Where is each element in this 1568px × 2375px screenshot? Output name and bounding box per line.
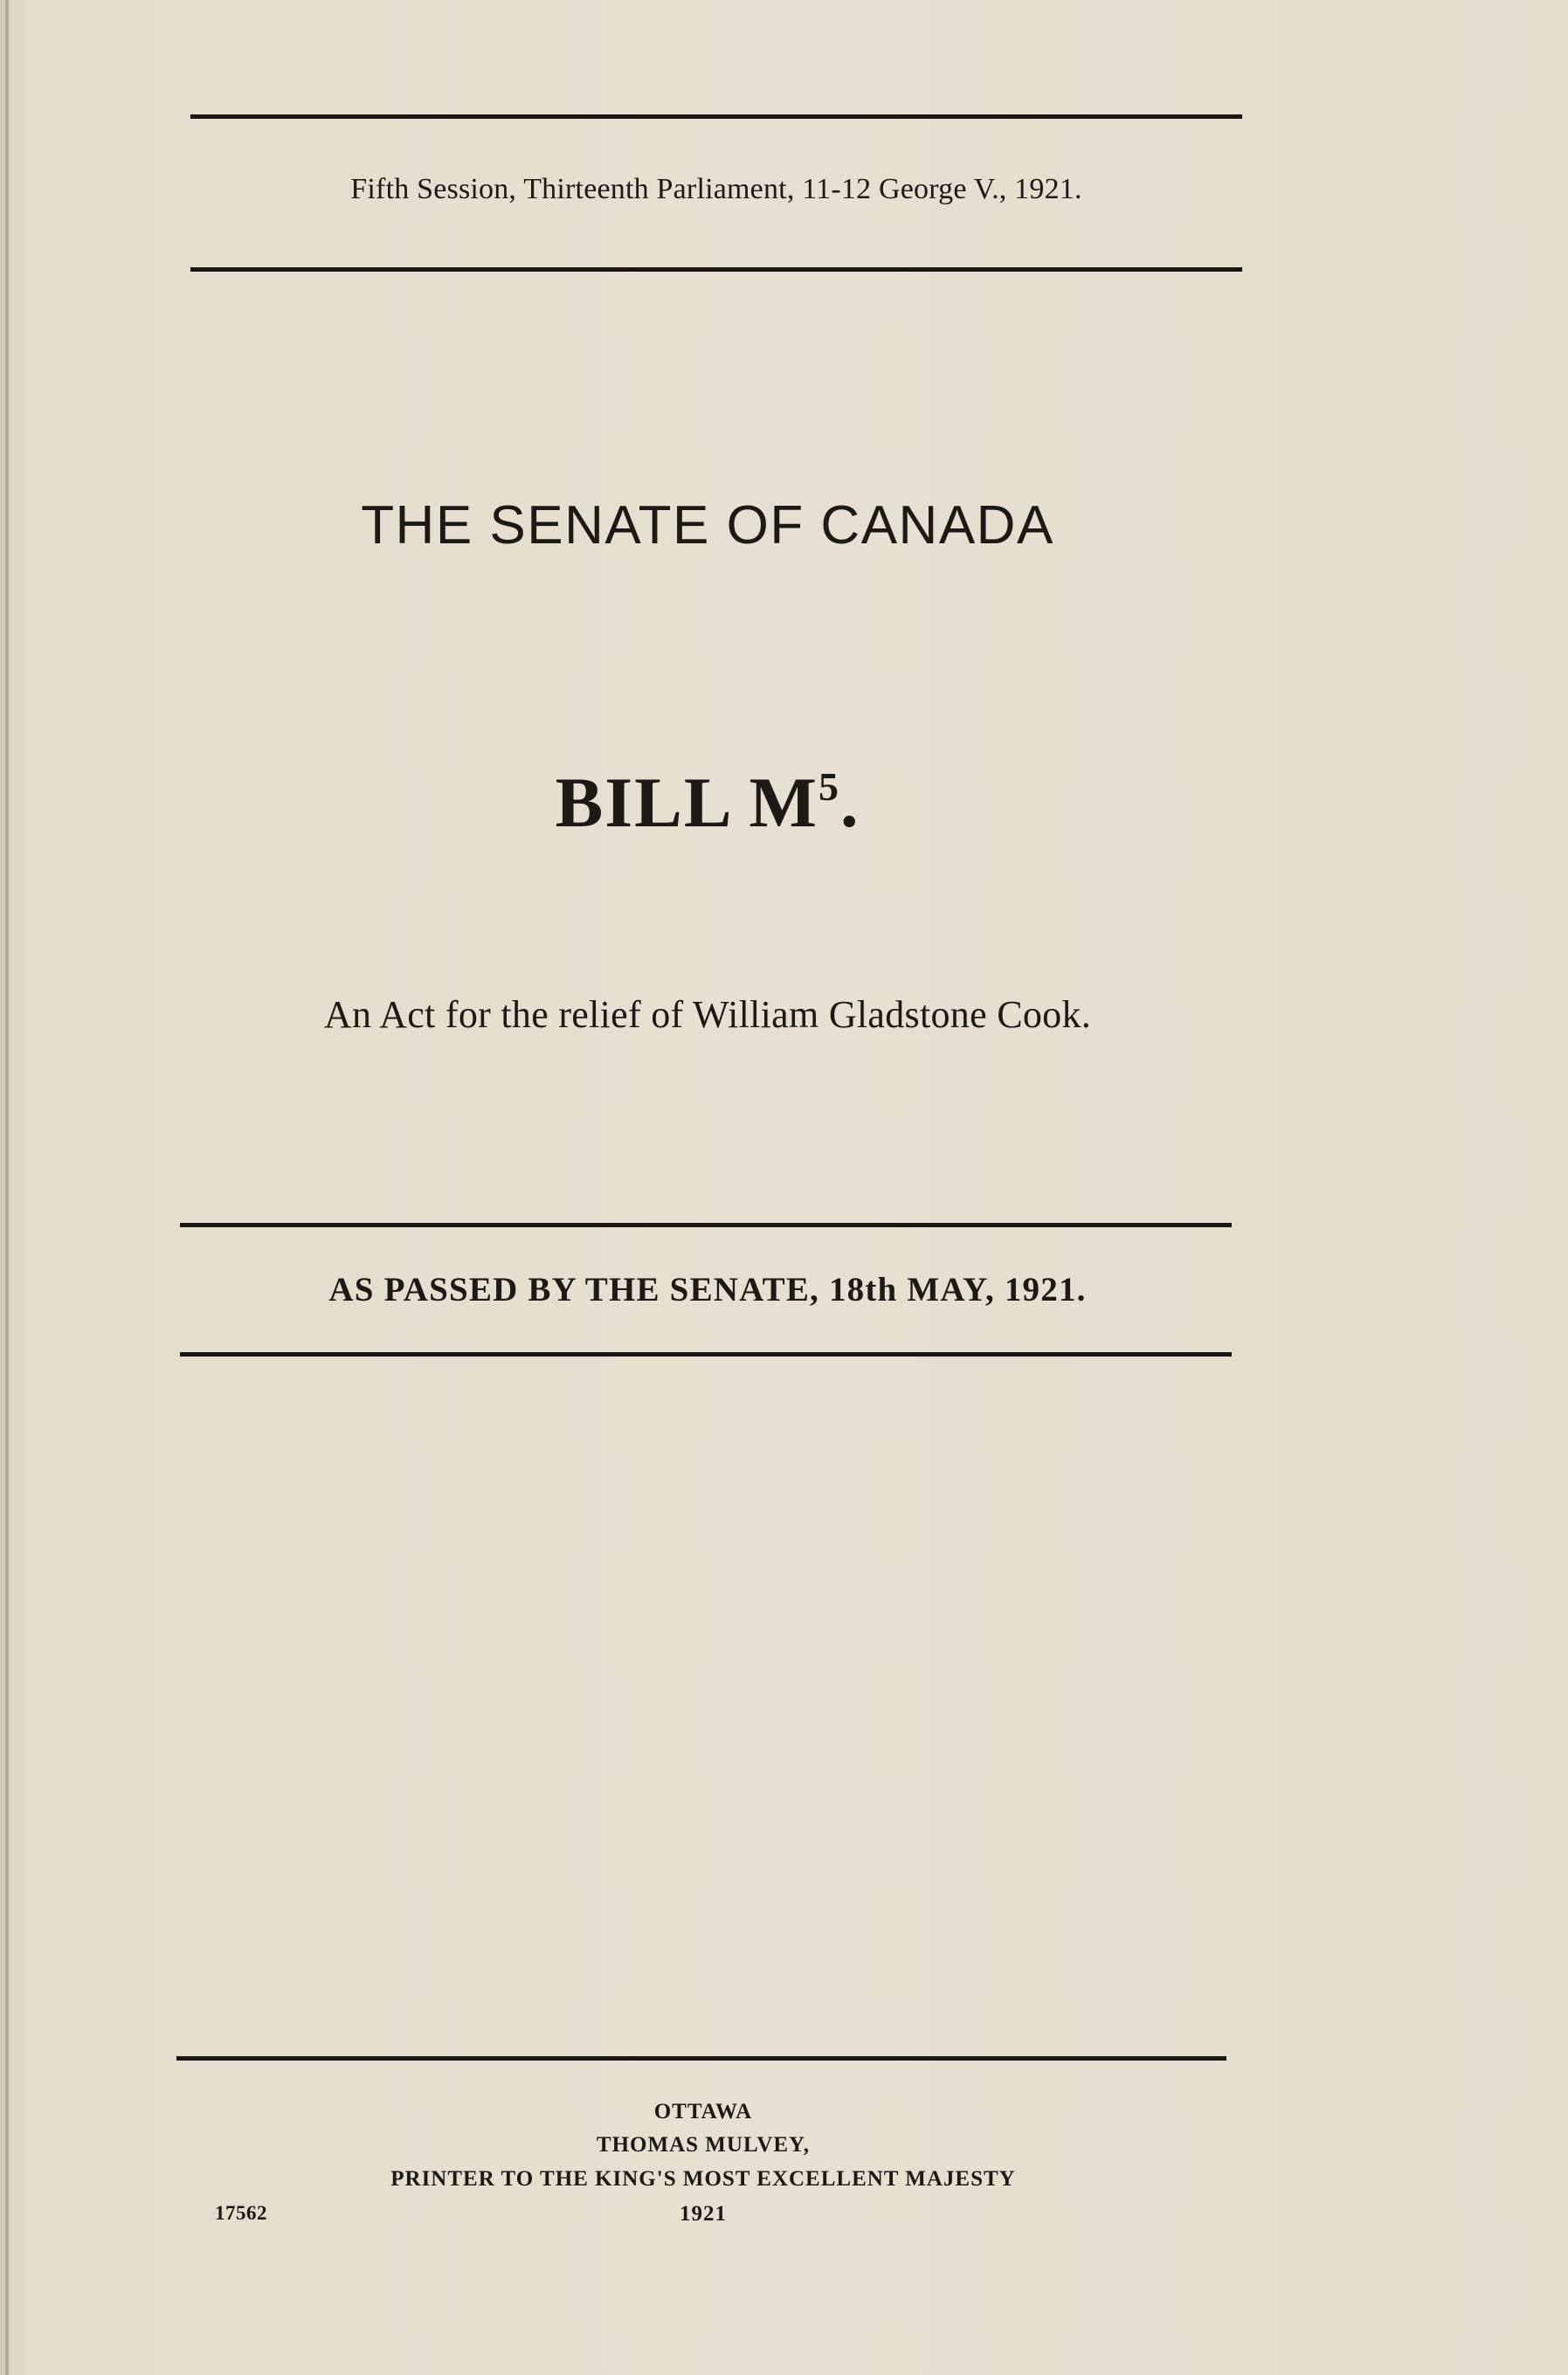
document-number: 17562 bbox=[215, 2202, 267, 2224]
session-line: Fifth Session, Thirteenth Parliament, 11-12 George V., 1921. bbox=[350, 173, 1082, 205]
bill-suffix: . bbox=[839, 763, 860, 842]
status-bottom-rule bbox=[180, 1352, 1232, 1357]
imprint-year: 1921 bbox=[680, 2202, 727, 2226]
bill-title bbox=[0, 762, 1415, 844]
bill-number: 5 bbox=[818, 764, 840, 809]
imprint-printer-title: PRINTER TO THE KING'S MOST EXCELLENT MAJESTY bbox=[390, 2167, 1016, 2191]
page-binding-edge bbox=[5, 0, 9, 2375]
passage-status: AS PASSED BY THE SENATE, 18th MAY, 1921. bbox=[328, 1271, 1087, 1308]
top-rule bbox=[190, 114, 1242, 119]
imprint-rule bbox=[176, 2056, 1226, 2061]
imprint-city: OTTAWA bbox=[653, 2100, 753, 2123]
imprint-printer-name: THOMAS MULVEY, bbox=[596, 2133, 811, 2157]
session-rule bbox=[190, 267, 1242, 272]
act-title: An Act for the relief of William Gladstone Cook. bbox=[323, 993, 1092, 1036]
bill-prefix: BILL M bbox=[555, 763, 819, 842]
house-title: THE SENATE OF CANADA bbox=[361, 495, 1054, 556]
status-top-rule bbox=[180, 1223, 1232, 1227]
